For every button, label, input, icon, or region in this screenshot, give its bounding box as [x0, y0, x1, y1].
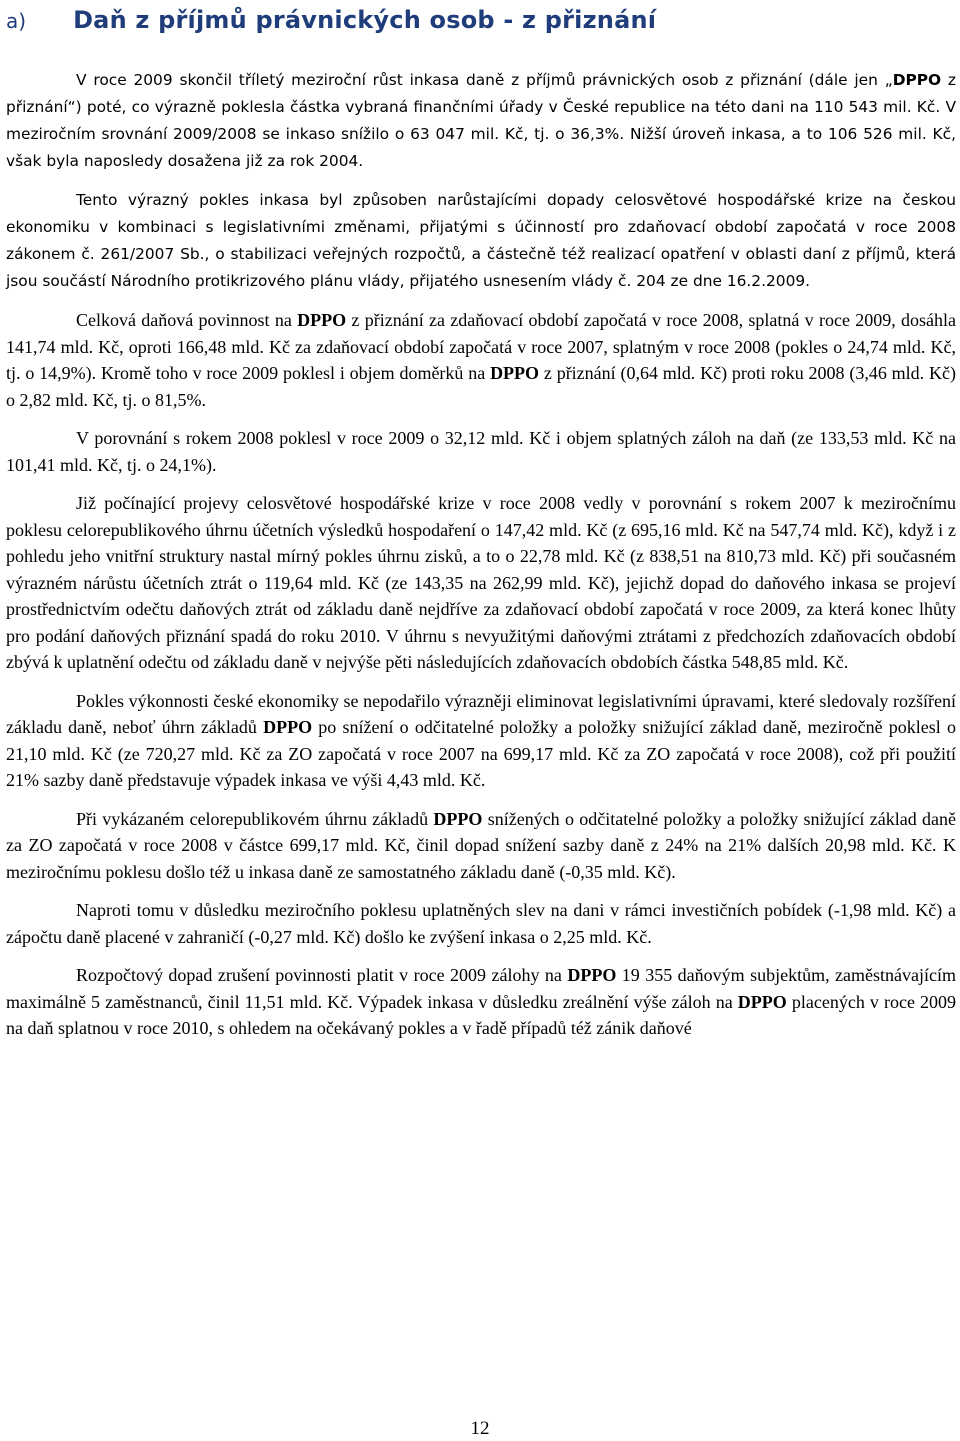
paragraph-text: Při vykázaném celorepublikovém úhrnu základů: [76, 808, 434, 829]
paragraph: [6, 307, 956, 413]
paragraph: [6, 962, 956, 1042]
page-number: 12: [470, 1418, 490, 1439]
paragraph-text: placených v roce 2009 na daň splatnou v roce 2010, s ohledem na očekávaný pokles a v řadě případů též zánik daňové: [6, 991, 956, 1038]
paragraph-text: Celková daňová povinnost na: [76, 310, 298, 330]
bold-term: DPPO: [490, 363, 540, 383]
paragraph-text: V porovnání s rokem 2008 poklesl v roce 2009 o 32,12 mld. Kč i objem splatných záloh na daň (ze 133,53 mld. Kč na 101,41 mld. Kč, tj. o 24,1%).: [6, 428, 956, 475]
paragraph: [6, 897, 956, 950]
paragraph-text: Naproti tomu v důsledku meziročního poklesu uplatněných slev na dani v rámci investičních pobídek (-1,98 mld. Kč) a zápočtu daně placené v zahraničí (-0,27 mld. Kč) došlo ke zvýšení inkasa o 2,25 mld. Kč.: [6, 900, 956, 947]
paragraph: [6, 688, 956, 794]
bold-term: DPPO: [567, 965, 617, 985]
paragraph: [6, 187, 956, 295]
section-heading: [6, 4, 956, 36]
paragraph-text: Tento výrazný pokles inkasa byl způsoben narůstajícími dopady celosvětové hospodářské krize na českou ekonomiku v kombinaci s legislativními změnami, přijatými s účinností pro zdaňovací období započatá v roce 2008 zákonem č. 261/2007 Sb., o stabilizaci veřejných rozpočtů, a částečně též realizací opatření v oblasti daní z příjmů, která jsou součástí Národního protikrizového plánu vlády, přijatého usnesením vlády č. 204 ze dne 16.2.2009.: [6, 191, 956, 290]
paragraph-text: Pokles výkonnosti české ekonomiky se nepodařilo výrazněji eliminovat legislativními úpravami, které sledovaly rozšíření základu daně, neboť úhrn základů: [6, 690, 956, 737]
paragraph-text: snížených o odčitatelné položky a položky snižující základ daně za ZO započatá v roce 2008 v částce 699,17 mld. Kč, činil dopad snížení sazby daně z 24% na 21% dalších 20,98 mld. Kč. K meziročnímu poklesu došlo též u inkasa daně ze samostatného základu daně (-0,35 mld. Kč).: [6, 808, 956, 882]
bold-term: DPPO: [433, 808, 483, 829]
paragraph-text: po snížení o odčitatelné položky a položky snižující základ daně, meziročně poklesl o 21,10 mld. Kč (ze 720,27 mld. Kč za ZO započatá v roce 2007 na 699,17 mld. Kč za ZO započatá v roce 2008), což při použití 21% sazby daně představuje výpadek inkasa ve výši 4,43 mld. Kč.: [6, 717, 956, 790]
paragraph-text: Rozpočtový dopad zrušení povinnosti platit v roce 2009 zálohy na: [76, 965, 568, 985]
paragraph: [6, 425, 956, 478]
paragraph-text: V roce 2009 skončil tříletý meziroční růst inkasa daně z příjmů právnických osob z přiznání (dále jen „: [76, 71, 893, 89]
section-letter: a): [6, 9, 27, 33]
bold-term: DPPO: [263, 717, 313, 737]
paragraph-text: z přiznání“) poté, co výrazně poklesla částka vybraná finančními úřady v České republice na této dani na 110 543 mil. Kč. V meziročním srovnání 2009/2008 se inkaso snížilo o 63 047 mil. Kč, tj. o 36,3%. Nižší úroveň inkasa, a to 106 526 mil. Kč, však byla naposledy dosažena již za rok 2004.: [6, 71, 956, 170]
paragraph-text: Již počínající projevy celosvětové hospodářské krize v roce 2008 vedly v porovnání s rokem 2007 k meziročnímu poklesu celorepublikového úhrnu účetních výsledků hospodaření o 147,42 mld. Kč (z 695,16 mld. Kč na 547,74 mld. Kč), když i z pohledu jeho vnitřní struktury nastal mírný pokles úhrnu zisků, a to o 22,78 mld. Kč (z 838,51 na 810,73 mld. Kč) při současném výrazném nárůstu účetních ztrát o 119,64 mld. Kč (ze 143,35 na 262,99 mld. Kč), jejichž dopad do daňového inkasa se projeví prostřednictvím odečtu daňových ztrát od základu daně nejdříve za zdaňovací období započatá v roce 2009, za která konec lhůty pro podání daňových přiznání spadá do roku 2010. V úhrnu s nevyužitými daňovými ztrátami z předchozích zdaňovacích období zbývá k uplatnění odečtu od základu daně v nejvýše pěti následujících zdaňovacích obdobích částka 548,85 mld. Kč.: [6, 493, 956, 672]
bold-term: DPPO: [297, 310, 347, 330]
paragraph: [6, 490, 956, 676]
section-title: Daň z příjmů právnických osob - z přiznání: [73, 6, 657, 34]
paragraph-text: z přiznání (0,64 mld. Kč) proti roku 2008 (3,46 mld. Kč) o 2,82 mld. Kč, tj. o 81,5%.: [6, 363, 956, 410]
bold-term: DPPO: [892, 71, 942, 89]
paragraph: [6, 67, 956, 175]
paragraph-text: 19 355 daňovým subjektům, zaměstnávajícím maximálně 5 zaměstnanců, činil 11,51 mld. Kč. Výpadek inkasa v důsledku zreálnění výše záloh na: [6, 965, 956, 1012]
paragraph: [6, 806, 956, 886]
document-body: [6, 67, 956, 1054]
bold-term: DPPO: [737, 991, 787, 1012]
paragraph-text: z přiznání za zdaňovací období započatá v roce 2008, splatná v roce 2009, dosáhla 141,74 mld. Kč, oproti 166,48 mld. Kč za zdaňovací období započatá v roce 2007, splatným v roce 2008 (pokles o 24,74 mld. Kč, tj. o 14,9%). Kromě toho v roce 2009 poklesl i objem doměrků na: [6, 310, 956, 383]
